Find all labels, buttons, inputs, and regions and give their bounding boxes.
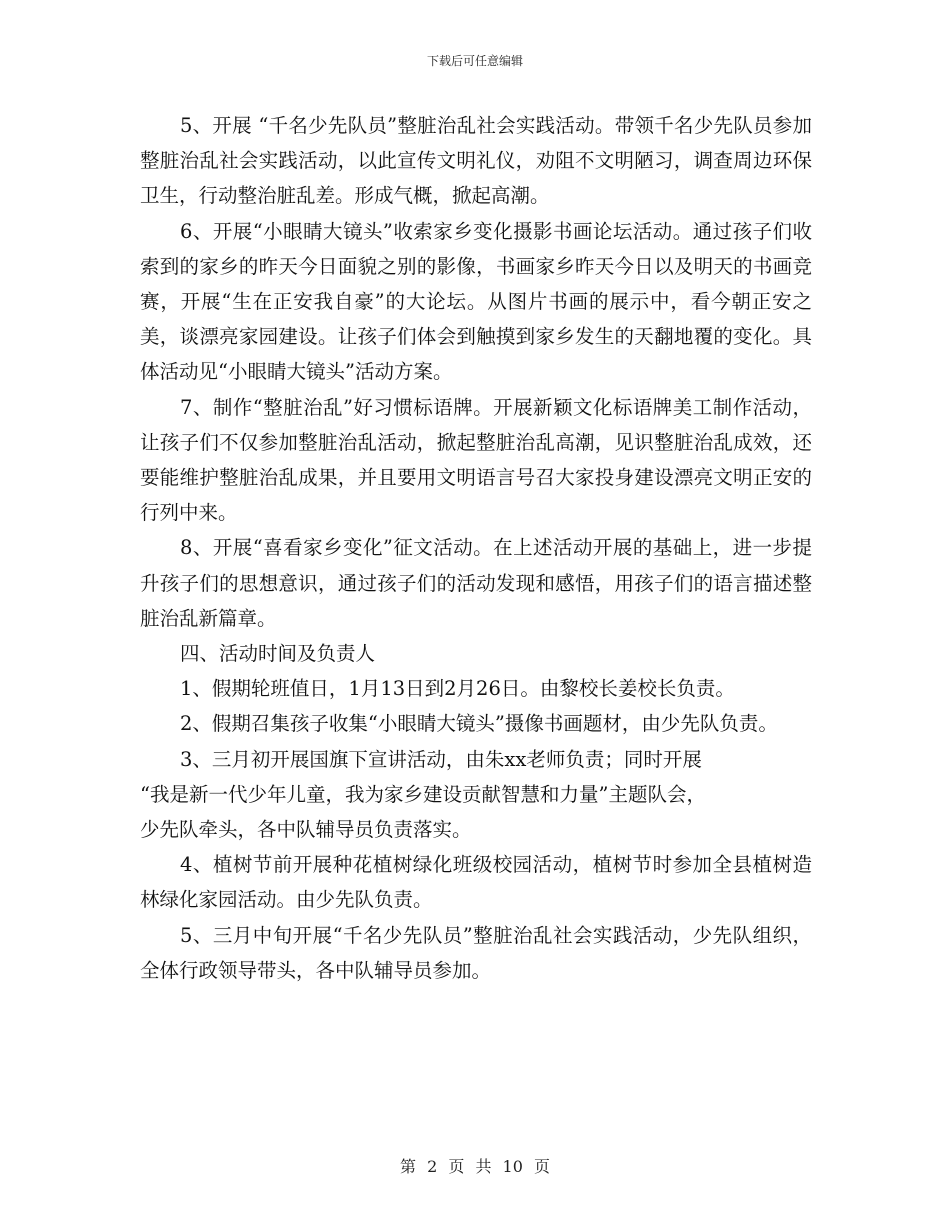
page-header: 下载后可任意编辑 bbox=[426, 54, 523, 68]
document-body bbox=[140, 108, 812, 988]
schedule-item-2: 2、假期召集孩子收集“小眼睛大镜头”摄像书画题材，由少先队负责。 bbox=[180, 712, 778, 736]
paragraph-item-6-photo-forum: 6、开展“小眼睛大镜头”收索家乡变化摄影书画论坛活动。通过孩子们收索到的家乡的昨天今日面貌之别的影像，书画家乡昨天今日以及明天的书画竞赛，开展“生在正安我自豪”的大论坛。从图片书画的展示中，看今朝正安之美，谈漂亮家园建设。让孩子们体会到触摸到家乡发生的天翻地覆的变化。具体活动见“小眼睛大镜头”活动方案。 bbox=[140, 219, 812, 384]
section-heading-schedule: 四、活动时间及负责人 bbox=[180, 642, 376, 666]
schedule-item-5: 5、三月中旬开展“千名少先队员”整脏治乱社会实践活动，少先队组织，全体行政领导带头，各中队辅导员参加。 bbox=[140, 923, 812, 982]
schedule-item-3-line-2: “我是新一代少年儿童，我为家乡建设贡献智慧和力量”主题队会， bbox=[140, 782, 706, 806]
schedule-item-4: 4、植树节前开展种花植树绿化班级校园活动，植树节时参加全县植树造林绿化家园活动。由少先队负责。 bbox=[140, 853, 812, 912]
paragraph-item-7-slogan-signs: 7、制作“整脏治乱”好习惯标语牌。开展新颖文化标语牌美工制作活动，让孩子们不仅参加整脏治乱活动，掀起整脏治乱高潮，见识整脏治乱成效，还要能维护整脏治乱成果，并且要用文明语言号召大家投身建设漂亮文明正安的行列中来。 bbox=[140, 395, 812, 525]
schedule-item-1: 1、假期轮班值日，1月13日到2月26日。由黎校长姜校长负责。 bbox=[180, 677, 735, 701]
schedule-item-3: 3、三月初开展国旗下宣讲活动，由朱xx老师负责；同时开展 bbox=[180, 747, 702, 771]
schedule-item-3-line-3: 少先队牵头，各中队辅导员负责落实。 bbox=[140, 818, 472, 842]
page-footer: 第 2 页 共 10 页 bbox=[400, 1157, 550, 1176]
paragraph-item-5-social-practice: 5、开展 “千名少先队员”整脏治乱社会实践活动。带领千名少先队员参加整脏治乱社会实践活动，以此宣传文明礼仪，劝阻不文明陋习，调查周边环保卫生，行动整治脏乱差。形成气概，掀起高潮。 bbox=[140, 114, 812, 208]
paragraph-item-8-essay-activity: 8、开展“喜看家乡变化”征文活动。在上述活动开展的基础上，进一步提升孩子们的思想意识，通过孩子们的活动发现和感悟，用孩子们的语言描述整脏治乱新篇章。 bbox=[140, 536, 812, 630]
